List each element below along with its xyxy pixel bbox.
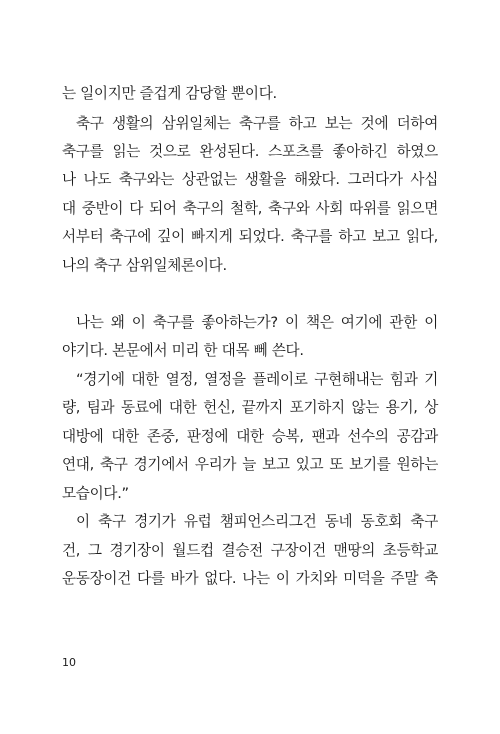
text-line-11: 건, 그 경기장이 월드컵 결승전 구장이건 맨땅의 초등학교 bbox=[62, 542, 438, 559]
text-line-8: 나는 왜 이 축구를 좋아하는가? 이 책은 여기에 관한 이 bbox=[76, 314, 438, 331]
text-line-3: 축구를 읽는 것으로 완성된다. 스포츠를 좋아하긴 하였으 bbox=[62, 143, 438, 160]
text-line-6: 서부터 축구에 깊이 빠지게 되었다. 축구를 하고 보고 읽다, bbox=[62, 228, 438, 245]
quote-line-5: 모습이다.” bbox=[62, 485, 129, 502]
quote-line-4: 연대, 축구 경기에서 우리가 늘 보고 있고 또 보기를 원하는 bbox=[62, 456, 438, 473]
text-line-7: 나의 축구 삼위일체론이다. bbox=[62, 257, 227, 274]
text-line-10: 이 축구 경기가 유럽 챔피언스리그건 동네 동호회 축구 bbox=[76, 513, 438, 530]
page-number: 10 bbox=[62, 656, 76, 669]
text-line-5: 대 중반이 다 되어 축구의 철학, 축구와 사회 따위를 읽으면 bbox=[62, 200, 438, 217]
quote-line-2: 량, 팀과 동료에 대한 헌신, 끝까지 포기하지 않는 용기, 상 bbox=[62, 399, 438, 416]
text-line-1: 는 일이지만 즐겁게 감당할 뿐이다. bbox=[62, 85, 277, 102]
text-line-4: 나 나도 축구와는 상관없는 생활을 해왔다. 그러다가 사십 bbox=[62, 171, 438, 188]
quote-line-3: 대방에 대한 존중, 판정에 대한 승복, 팬과 선수의 공감과 bbox=[62, 428, 438, 445]
quote-line-1: “경기에 대한 열정, 열정을 플레이로 구현해내는 힘과 기 bbox=[76, 371, 438, 388]
text-line-9: 야기다. 본문에서 미리 한 대목 뻬 쓴다. bbox=[62, 342, 304, 359]
text-line-2: 축구 생활의 삼위일체는 축구를 하고 보는 것에 더하여 bbox=[76, 115, 438, 132]
text-line-12: 운동장이건 다를 바가 없다. 나는 이 가치와 미덕을 주말 축 bbox=[62, 570, 438, 587]
